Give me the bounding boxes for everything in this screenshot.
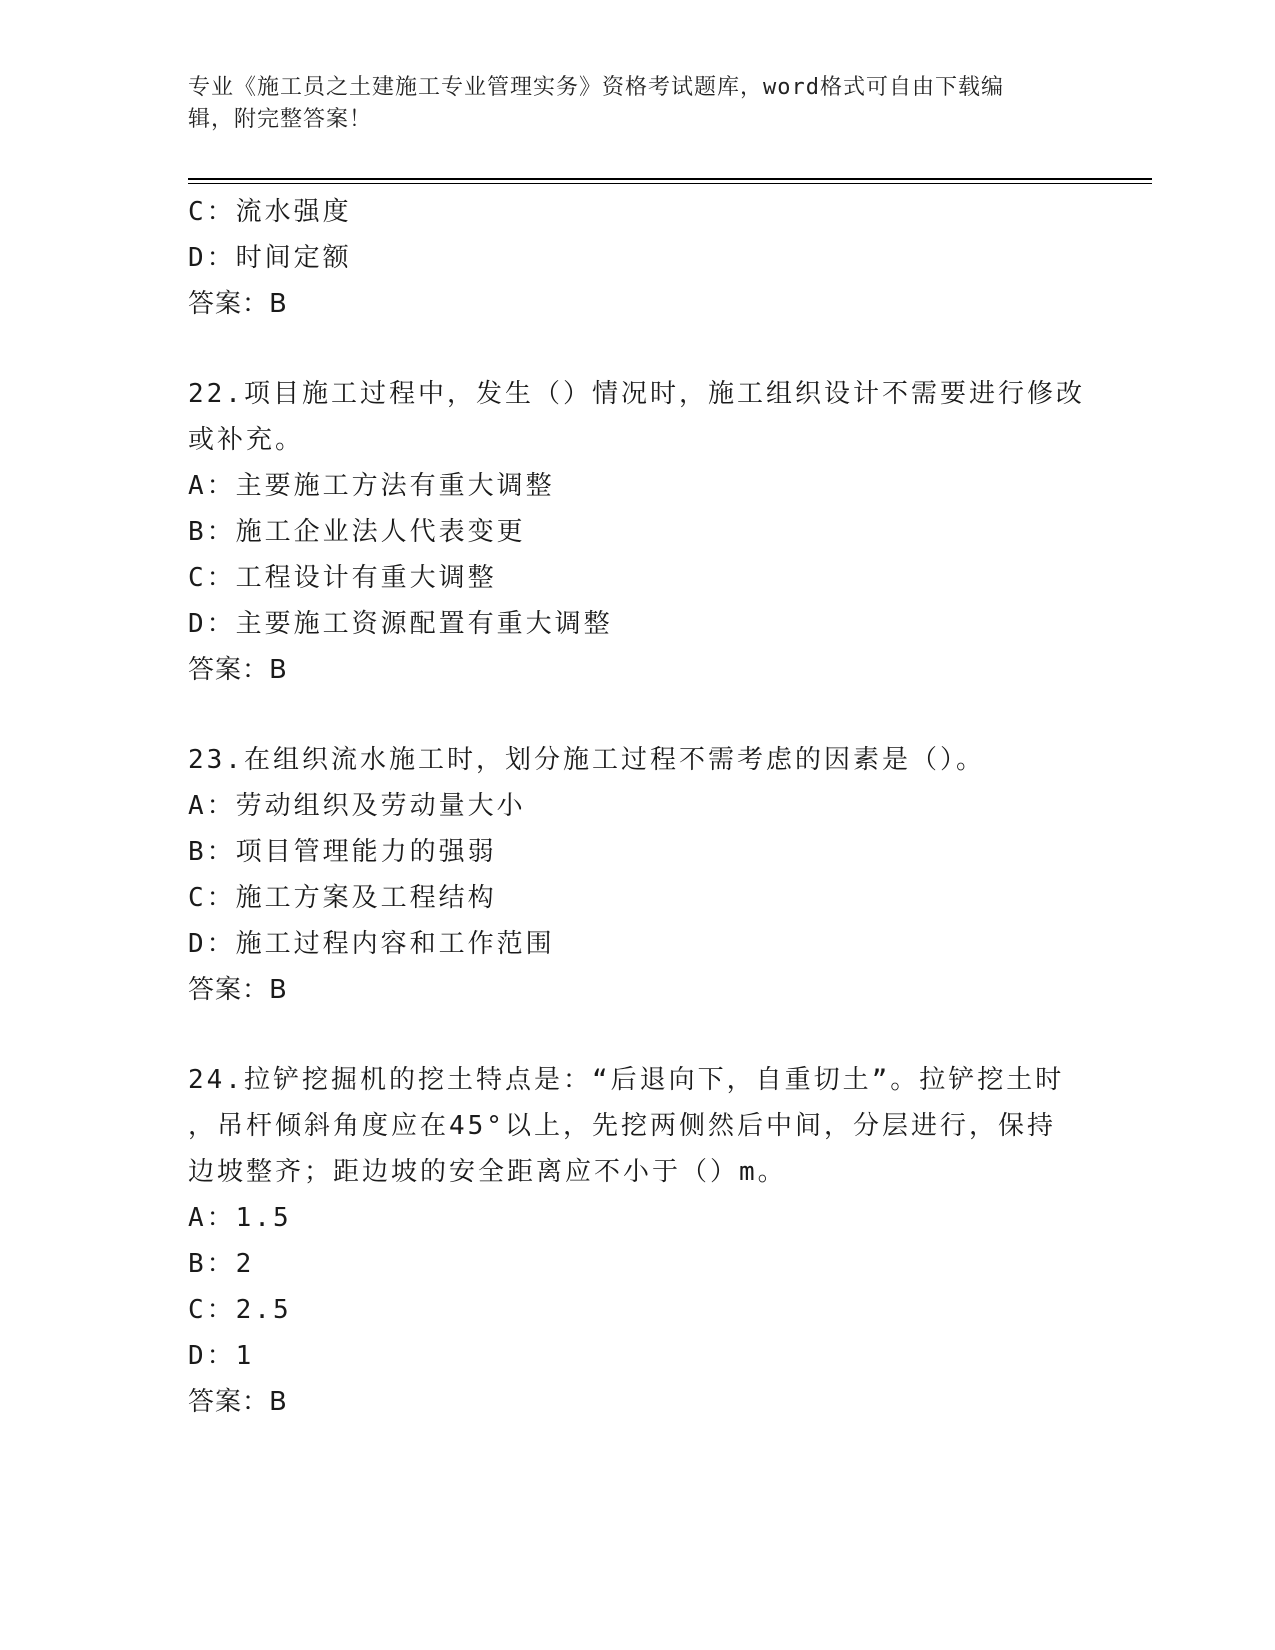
option-a: A：劳动组织及劳动量大小 xyxy=(188,791,526,821)
document-header xyxy=(188,72,1068,136)
option-a: A：1.5 xyxy=(188,1203,292,1233)
option-d: D：1 xyxy=(188,1341,255,1371)
option-c: C：施工方案及工程结构 xyxy=(188,883,497,913)
question-stem-line: 或补充。 xyxy=(188,425,305,455)
question-stem-line: 边坡整齐；距边坡的安全距离应不小于（）m。 xyxy=(188,1157,787,1187)
option-b: B：项目管理能力的强弱 xyxy=(188,837,497,867)
question-block-23 xyxy=(188,737,1088,1013)
option-d: D：施工过程内容和工作范围 xyxy=(188,929,555,959)
option-d: D：时间定额 xyxy=(188,243,352,273)
option-b: B：施工企业法人代表变更 xyxy=(188,517,526,547)
question-block-prev xyxy=(188,189,1088,327)
question-stem-line: ，吊杆倾斜角度应在45°以上，先挖两侧然后中间，分层进行，保持 xyxy=(188,1111,1056,1141)
question-block-24 xyxy=(188,1057,1088,1425)
question-stem-line: 22.项目施工过程中，发生（）情况时，施工组织设计不需要进行修改 xyxy=(188,379,1085,409)
header-rule-thick xyxy=(188,178,1152,180)
header-line-2: 辑，附完整答案！ xyxy=(188,107,373,132)
answer-line: 答案：B xyxy=(188,655,288,685)
option-a: A：主要施工方法有重大调整 xyxy=(188,471,555,501)
answer-line: 答案：B xyxy=(188,1387,288,1417)
option-c: C：2.5 xyxy=(188,1295,292,1325)
answer-line: 答案：B xyxy=(188,975,288,1005)
question-list xyxy=(188,189,1088,1425)
option-c: C：工程设计有重大调整 xyxy=(188,563,497,593)
header-line-1: 专业《施工员之土建施工专业管理实务》资格考试题库，word格式可自由下载编 xyxy=(188,75,1004,100)
question-stem-line: 24.拉铲挖掘机的挖土特点是：“后退向下，自重切土”。拉铲挖土时 xyxy=(188,1065,1065,1095)
option-b: B：2 xyxy=(188,1249,255,1279)
question-stem-line: 23.在组织流水施工时，划分施工过程不需考虑的因素是（）。 xyxy=(188,745,985,775)
header-rule-thin xyxy=(188,183,1152,184)
option-c: C：流水强度 xyxy=(188,197,352,227)
option-d: D：主要施工资源配置有重大调整 xyxy=(188,609,613,639)
question-block-22 xyxy=(188,371,1088,693)
answer-line: 答案：B xyxy=(188,289,288,319)
